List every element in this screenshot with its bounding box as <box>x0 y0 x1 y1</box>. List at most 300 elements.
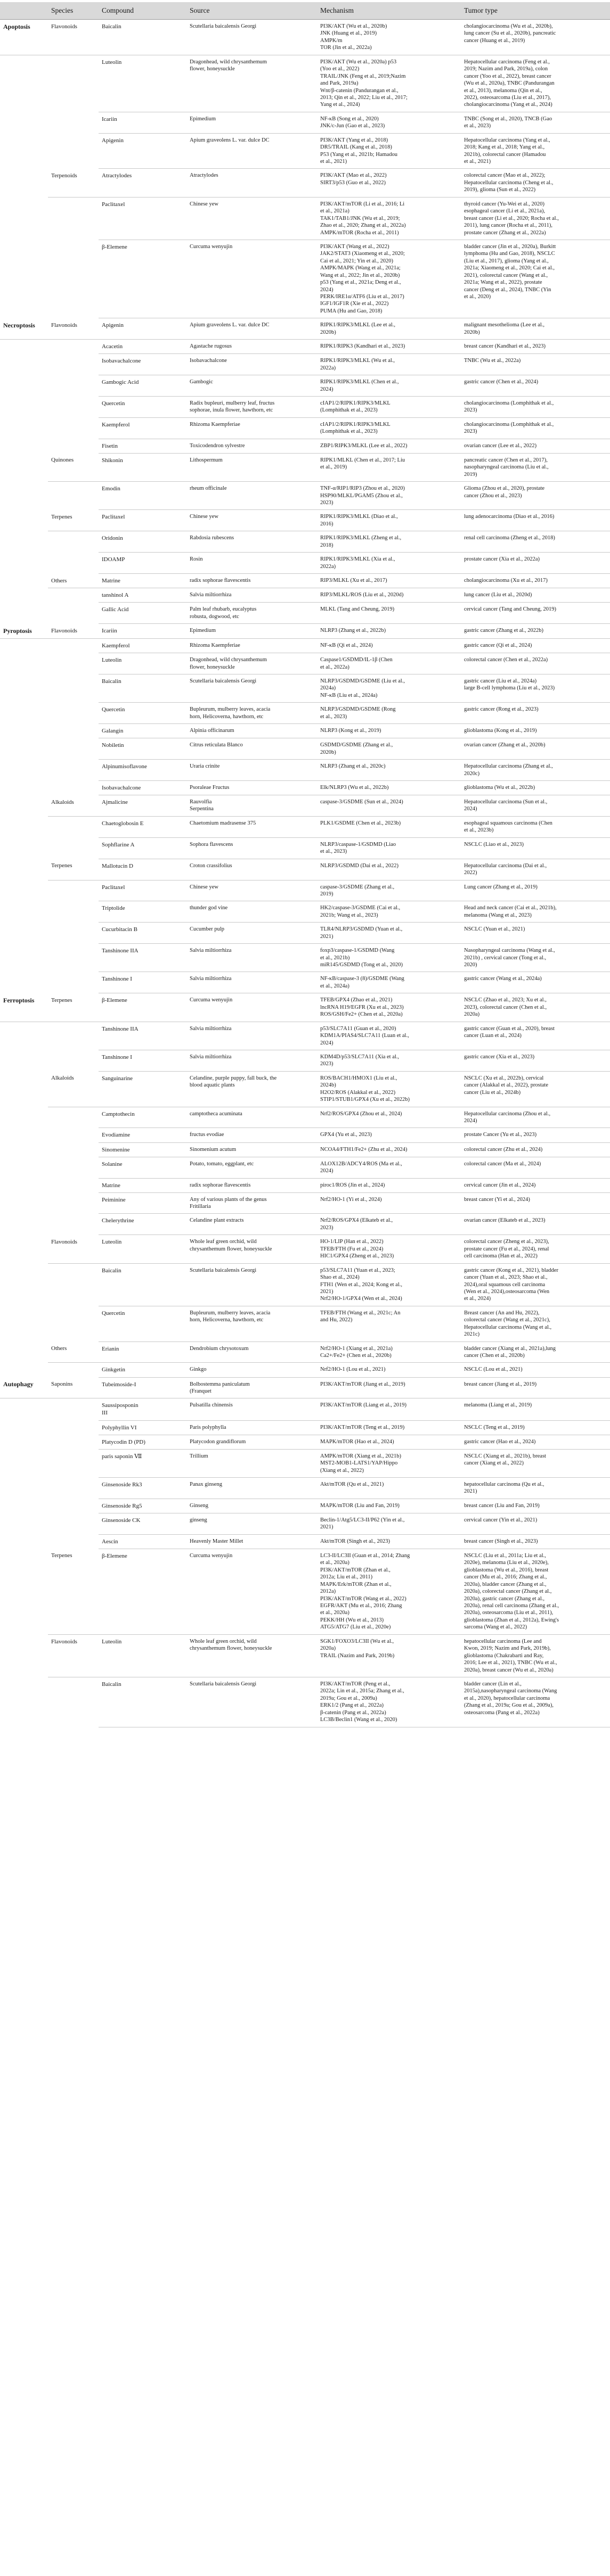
cell-species <box>48 588 99 603</box>
cell-compound: Apigenin <box>99 318 186 340</box>
cell-compound: tanshinol A <box>99 588 186 603</box>
cell-cell-death-type <box>0 133 48 169</box>
cell-cell-death-type <box>0 944 48 972</box>
cell-compound: Baicalin <box>99 20 186 55</box>
cell-compound: Alpinumisoflavone <box>99 760 186 781</box>
cell-compound: Evodiamine <box>99 1128 186 1142</box>
cell-source: Toxicodendron sylvestre <box>186 439 317 453</box>
cell-tumor-type: cervical cancer (Jin et al., 2024) <box>461 1178 610 1192</box>
cell-cell-death-type <box>0 1142 48 1157</box>
cell-species: Terpenes <box>48 510 99 531</box>
cell-tumor-type: cholangiocarcinoma (Lomphithak et al., 2023) <box>461 397 610 418</box>
cell-mechanism: cIAP1/2/RIPK1/RIPK3/MLKL (Lomphithak et al., 2023) <box>317 417 461 439</box>
cell-compound: IDOAMP <box>99 553 186 574</box>
cell-compound: Camptothecin <box>99 1107 186 1128</box>
table-row <box>0 901 610 923</box>
cell-species: Terpenes <box>48 1549 99 1634</box>
cell-cell-death-type <box>0 1192 48 1214</box>
cell-species <box>48 837 99 859</box>
cell-mechanism: RIPK1/RIPK3/MLKL (Chen et al., 2024) <box>317 375 461 397</box>
cell-cell-death-type <box>0 510 48 531</box>
table-row <box>0 1107 610 1128</box>
table-row <box>0 1263 610 1306</box>
cell-cell-death-type <box>0 169 48 197</box>
cell-compound: Tanshinone I <box>99 1050 186 1071</box>
cell-compound: Tubeimoside-I <box>99 1377 186 1398</box>
table-row <box>0 1022 610 1050</box>
cell-tumor-type: gastric cancer (Xia et al., 2023) <box>461 1050 610 1071</box>
cell-species <box>48 1677 99 1727</box>
cell-tumor-type: gastric cancer (Wang et al., 2024a) <box>461 972 610 993</box>
cell-compound: Galangin <box>99 724 186 738</box>
cell-compound: Ginsenoside CK <box>99 1513 186 1534</box>
cell-tumor-type: gastric cancer (Chen et al., 2024) <box>461 375 610 397</box>
cell-mechanism: RIPK1/RIPK3 (Kandhari et al., 2023) <box>317 340 461 354</box>
cell-species <box>48 760 99 781</box>
cell-mechanism: RIPK1/MLKL (Chen et al., 2017; Liu et al., 2019) <box>317 453 461 481</box>
cell-compound: Ajmalicine <box>99 795 186 817</box>
cell-compound: Fisetin <box>99 439 186 453</box>
cell-mechanism: TLR4/NLRP3/GSDMD (Yuan et al., 2021) <box>317 923 461 944</box>
table-row <box>0 318 610 340</box>
table-row <box>0 1342 610 1363</box>
table-row <box>0 724 610 738</box>
table-row <box>0 859 610 880</box>
cell-tumor-type: NSCLC (Xiang et al., 2021b), breast cancer (Xiang et al., 2022) <box>461 1449 610 1477</box>
cell-compound: β-Elemene <box>99 993 186 1022</box>
cell-source: Salvia miltiorrhiza <box>186 972 317 993</box>
table-row <box>0 1178 610 1192</box>
header-tumor-type: Tumor type <box>461 2 610 20</box>
cell-species <box>48 1513 99 1534</box>
cell-mechanism: Akt/mTOR (Singh et al., 2023) <box>317 1534 461 1549</box>
cell-tumor-type: hepatocellular carcinoma (Qu et al., 2021) <box>461 1478 610 1499</box>
cell-mechanism: Beclin-1/Atg5/LC3-II/P62 (Yin et al., 2021) <box>317 1513 461 1534</box>
cell-species <box>48 1022 99 1050</box>
cell-source: Ginkgo <box>186 1363 317 1377</box>
cell-mechanism: ROS/BACH1/HMOX1 (Liu et al., 2024b) H2O2/ROS (Alakkal et al., 2022) STIP1/STUB1/GPX4 (Xu et al., 2022b) <box>317 1071 461 1107</box>
cell-tumor-type: malignant mesothelioma (Lee et al., 2020b) <box>461 318 610 340</box>
cell-species: Flavonoids <box>48 318 99 340</box>
cell-species: Flavonoids <box>48 20 99 55</box>
cell-source: Curcuma wenyujin <box>186 1549 317 1634</box>
cell-cell-death-type <box>0 816 48 837</box>
cell-source: Psoraleae Fructus <box>186 780 317 795</box>
cell-source: Apium graveolens L. var. dulce DC <box>186 318 317 340</box>
cell-source: Scutellaria baicalensis Georgi <box>186 674 317 702</box>
cell-compound: Paclitaxel <box>99 510 186 531</box>
cell-species <box>48 1178 99 1192</box>
cell-cell-death-type <box>0 1235 48 1263</box>
cell-cell-death-type <box>0 1534 48 1549</box>
cell-cell-death-type <box>0 923 48 944</box>
cell-mechanism: AMPK/mTOR (Xiang et al., 2021b) MST2-MOB1-LATS1/YAP/Hippo (Xiang et al., 2022) <box>317 1449 461 1477</box>
cell-species <box>48 1435 99 1449</box>
cell-mechanism: NLRP3/GSDMD/GSDME (Rong et al., 2023) <box>317 703 461 724</box>
cell-source: Celandine plant extracts <box>186 1214 317 1235</box>
table-row <box>0 993 610 1022</box>
cell-mechanism: NLRP3 (Kong et al., 2019) <box>317 724 461 738</box>
cell-compound: Acacetin <box>99 340 186 354</box>
cell-source: Apium graveolens L. var. dulce DC <box>186 133 317 169</box>
cell-mechanism: ALOX12B/ADCY4/ROS (Ma et al., 2024) <box>317 1157 461 1178</box>
cell-source: rheum officinale <box>186 482 317 510</box>
table-row <box>0 1420 610 1435</box>
cell-compound: Atractylodes <box>99 169 186 197</box>
cell-cell-death-type <box>0 780 48 795</box>
cell-cell-death-type <box>0 1178 48 1192</box>
cell-cell-death-type <box>0 55 48 112</box>
table-row <box>0 624 610 639</box>
cell-mechanism: RIPK1/RIPK3/MLKL (Diao et al., 2016) <box>317 510 461 531</box>
cell-tumor-type: NSCLC (Xu et al., 2022b), cervical cancer (Alakkal et al., 2022), prostate cancer (Liu et al., 2024b) <box>461 1071 610 1107</box>
cell-compound: Ginkgetin <box>99 1363 186 1377</box>
table-row <box>0 638 610 653</box>
cell-tumor-type: lung cancer (Liu et al., 2020d) <box>461 588 610 603</box>
cell-mechanism: SGK1/FOXO3/LC3II (Wu et al., 2020a) TRAIL (Nazim and Park, 2019b) <box>317 1634 461 1677</box>
cell-mechanism: RIP3/MLKL/ROS (Liu et al., 2020d) <box>317 588 461 603</box>
header-source: Source <box>186 2 317 20</box>
cell-tumor-type: gastric cancer (Liu et al., 2024a) large B-cell lymphoma (Liu et al., 2023) <box>461 674 610 702</box>
table-row <box>0 780 610 795</box>
cell-compound: Kaempferol <box>99 638 186 653</box>
cell-tumor-type: breast cancer (Jiang et al., 2019) <box>461 1377 610 1398</box>
cell-compound: Saussiposponin III <box>99 1398 186 1420</box>
cell-mechanism: GPX4 (Yu et al., 2023) <box>317 1128 461 1142</box>
cell-source: Scutellaria baicalensis Georgi <box>186 20 317 55</box>
cell-tumor-type: bladder cancer (Lin et al., 2015a),nasopharyngeal carcinoma (Wang et al., 2020), hepatocellular carcinoma (Zhang et al., 2019a; Gou et al., 2009a), osteosarcoma (Pang et al., 2022a) <box>461 1677 610 1727</box>
table-row <box>0 1513 610 1534</box>
cell-tumor-type: Glioma (Zhou et al., 2020), prostate cancer (Zhou et al., 2023) <box>461 482 610 510</box>
cell-tumor-type: NSCLC (Lou et al., 2021) <box>461 1363 610 1377</box>
cell-mechanism: foxp3/caspase-1/GSDMD (Wang et al., 2021b) miR145/GSDMD (Tong et al., 2020) <box>317 944 461 972</box>
cell-tumor-type: ovarian cancer (Lee et al., 2022) <box>461 439 610 453</box>
cell-compound: Shikonin <box>99 453 186 481</box>
cell-cell-death-type <box>0 112 48 133</box>
cell-cell-death-type <box>0 1214 48 1235</box>
cell-compound: Matrine <box>99 574 186 588</box>
cell-source: Palm leaf rhubarb, eucalyptus robusta, dogwood, etc <box>186 603 317 624</box>
cell-species <box>48 1050 99 1071</box>
cell-mechanism: caspase-3/GSDME (Zhang et al., 2019) <box>317 880 461 901</box>
cell-mechanism: HK2/caspase-3/GSDME (Cai et al., 2021b; Wang et al., 2023) <box>317 901 461 923</box>
cell-cell-death-type <box>0 724 48 738</box>
cell-tumor-type: Nasopharyngeal carcinoma (Wang et al., 2021b) , cervical cancer (Tong et al., 2020) <box>461 944 610 972</box>
cell-mechanism: RIP3/MLKL (Xu et al., 2017) <box>317 574 461 588</box>
table-row <box>0 674 610 702</box>
table-body <box>0 20 610 1727</box>
cell-compound: Paclitaxel <box>99 197 186 240</box>
cell-tumor-type: NSCLC (Yuan et al., 2021) <box>461 923 610 944</box>
cell-mechanism: Elk/NLRP3 (Wu et al., 2022b) <box>317 780 461 795</box>
cell-species <box>48 112 99 133</box>
cell-species <box>48 923 99 944</box>
cell-mechanism: RIPK1/RIPK3/MLKL (Xia et al., 2022a) <box>317 553 461 574</box>
cell-compound: Platycodin D (PD) <box>99 1435 186 1449</box>
cell-cell-death-type <box>0 574 48 588</box>
cell-species <box>48 482 99 510</box>
cell-mechanism: PI3K/AKT (Wu et al., 2020b) JNK (Huang et al., 2019) AMPK/m TOR (Jin et al., 2022a) <box>317 20 461 55</box>
cell-species <box>48 1157 99 1178</box>
cell-mechanism: Nrf2/ROS/GPX4 (Elkateb et al., 2023) <box>317 1214 461 1235</box>
cell-mechanism: Caspase1/GSDMD/IL-1β (Chen et al., 2022a) <box>317 653 461 674</box>
cell-compound: Triptolide <box>99 901 186 923</box>
cell-source: Epimedium <box>186 112 317 133</box>
table-row <box>0 1449 610 1477</box>
cell-mechanism: GSDMD/GSDME (Zhang et al., 2020b) <box>317 738 461 760</box>
table-row <box>0 510 610 531</box>
cell-cell-death-type <box>0 482 48 510</box>
cell-compound: Cucurbitacin B <box>99 923 186 944</box>
header-mechanism: Mechanism <box>317 2 461 20</box>
cell-compound: Aescin <box>99 1534 186 1549</box>
cell-cell-death-type <box>0 1513 48 1534</box>
cell-compound: Isobavachalcone <box>99 780 186 795</box>
cell-cell-death-type: Apoptosis <box>0 20 48 55</box>
cell-source: radix sophorae flavescentis <box>186 1178 317 1192</box>
table-row <box>0 439 610 453</box>
cell-source: Atractylodes <box>186 169 317 197</box>
cell-tumor-type: cervical cancer (Tang and Cheung, 2019) <box>461 603 610 624</box>
cell-species <box>48 1192 99 1214</box>
cell-cell-death-type <box>0 1478 48 1499</box>
cell-compound: Ginsenoside Rg5 <box>99 1499 186 1513</box>
cell-mechanism: PI3K/AKT (Yang et al., 2018) DR5/TRAIL (Kang et al., 2018) P53 (Yang et al., 2021b; Hamadou et al., 2021) <box>317 133 461 169</box>
cell-species <box>48 1499 99 1513</box>
cell-tumor-type: prostate cancer (Xia et al., 2022a) <box>461 553 610 574</box>
table-row <box>0 760 610 781</box>
table-row <box>0 340 610 354</box>
cell-species <box>48 531 99 553</box>
cell-mechanism: NLRP3/caspase-1/GSDMD (Liao et al., 2023) <box>317 837 461 859</box>
cell-mechanism: NF-κB (Qi et al., 2024) <box>317 638 461 653</box>
cell-species: Terpenes <box>48 859 99 880</box>
cell-cell-death-type <box>0 1499 48 1513</box>
cell-source: Rosin <box>186 553 317 574</box>
cell-cell-death-type <box>0 901 48 923</box>
table-row <box>0 55 610 112</box>
cell-source: Celandine, purple puppy, fall buck, the blood aquatic plants <box>186 1071 317 1107</box>
cell-mechanism: caspase-3/GSDME (Sun et al., 2024) <box>317 795 461 817</box>
cell-source: Isobavachalcone <box>186 354 317 375</box>
cell-cell-death-type <box>0 837 48 859</box>
cell-source: Whole leaf green orchid, wild chrysanthemum flower, honeysuckle <box>186 1634 317 1677</box>
cell-source: Gambogic <box>186 375 317 397</box>
cell-cell-death-type <box>0 197 48 240</box>
table-row <box>0 837 610 859</box>
cell-species <box>48 1306 99 1342</box>
cell-tumor-type: gastric cancer (Qi et al., 2024) <box>461 638 610 653</box>
cell-species <box>48 1214 99 1235</box>
table-row <box>0 1478 610 1499</box>
cell-source: Croton crassifolius <box>186 859 317 880</box>
cell-species <box>48 1449 99 1477</box>
cell-compound: Chaetoglobosin E <box>99 816 186 837</box>
cell-cell-death-type: Necroptosis <box>0 318 48 340</box>
table-row <box>0 816 610 837</box>
cell-source: Potato, tomato, eggplant, etc <box>186 1157 317 1178</box>
cell-tumor-type: breast cancer (Liu and Fan, 2019) <box>461 1499 610 1513</box>
table-header <box>0 2 610 20</box>
cell-compound: Paclitaxel <box>99 880 186 901</box>
cell-cell-death-type <box>0 972 48 993</box>
cell-tumor-type: thyroid cancer (Yu-Wei et al., 2020) esophageal cancer (Li et al., 2021a), breast cancer (Li et al., 2020; Rocha et al., 2011), lung cancer (Rocha et al., 2011), prostate cancer (Zhang et al., 2022a) <box>461 197 610 240</box>
cell-mechanism: PI3K/AKT/mTOR (Li et al., 2016; Li et al., 2021a) TAK1/TAB1/JNK (Wu et al., 2019; Zhao et al., 2020; Zhang et al., 2022a) AMPK/mTOR (Rocha et al., 2011) <box>317 197 461 240</box>
table-row <box>0 703 610 724</box>
cell-compound: Baicalin <box>99 674 186 702</box>
cell-compound: Quercetin <box>99 1306 186 1342</box>
cell-cell-death-type <box>0 553 48 574</box>
cell-cell-death-type <box>0 1157 48 1178</box>
cell-tumor-type: melanoma (Liang et al., 2019) <box>461 1398 610 1420</box>
cell-cell-death-type <box>0 603 48 624</box>
table-row <box>0 1128 610 1142</box>
cell-source: Ginseng <box>186 1499 317 1513</box>
table-row <box>0 1534 610 1549</box>
cell-species <box>48 1398 99 1420</box>
cell-species <box>48 375 99 397</box>
cell-tumor-type: Hepatocellular carcinoma (Sun et al., 2024) <box>461 795 610 817</box>
cell-tumor-type: Head and neck cancer (Cai et al., 2021b), melanoma (Wang et al., 2023) <box>461 901 610 923</box>
cell-cell-death-type <box>0 795 48 817</box>
cell-compound: Tanshinone IIA <box>99 944 186 972</box>
cell-source: Citrus reticulata Blanco <box>186 738 317 760</box>
cell-mechanism: Nrf2/HO-1 (Xiang et al., 2021a) Ca2+/Fe2+ (Chen et al., 2020b) <box>317 1342 461 1363</box>
table-row <box>0 553 610 574</box>
cell-species <box>48 738 99 760</box>
cell-mechanism: RIPK1/RIPK3/MLKL (Wu et al., 2022a) <box>317 354 461 375</box>
cell-cell-death-type <box>0 1398 48 1420</box>
cell-species <box>48 1142 99 1157</box>
table-row <box>0 1235 610 1263</box>
cell-source: Epimedium <box>186 624 317 639</box>
cell-cell-death-type <box>0 417 48 439</box>
cell-source: Curcuma wenyujin <box>186 240 317 318</box>
table-row <box>0 1214 610 1235</box>
cell-compound: Sinomenine <box>99 1142 186 1157</box>
cell-species <box>48 397 99 418</box>
cell-cell-death-type <box>0 588 48 603</box>
cell-tumor-type: renal cell carcinoma (Zheng et al., 2018) <box>461 531 610 553</box>
cell-compound: Mallotucin D <box>99 859 186 880</box>
table-row <box>0 1377 610 1398</box>
cell-compound: paris saponin Ⅶ <box>99 1449 186 1477</box>
cell-cell-death-type <box>0 1420 48 1435</box>
cell-mechanism: LC3-II/LC3II (Guan et al., 2014; Zhang et al., 2020a) PI3K/AKT/mTOR (Zhan et al., 2012a; Liu et al., 2011) MAPK/Erk/mTOR (Zhan et al., 2012a) PI3K/AKT/mTOR (Wang et al., 2022) EGFR/AKT (Mu et al., 2016; Zhang et al., 2020a) PEKK/HH (Wu et al., 2013) ATG5/ATG7 (Liu et al., 2020e) <box>317 1549 461 1634</box>
cell-cell-death-type <box>0 859 48 880</box>
header-death-type <box>0 2 48 20</box>
cell-cell-death-type <box>0 638 48 653</box>
cell-compound: Icariin <box>99 624 186 639</box>
cell-tumor-type: Hepatocellular carcinoma (Dai et al., 2022) <box>461 859 610 880</box>
header-compound: Compound <box>99 2 186 20</box>
cell-species: Flavonoids <box>48 1235 99 1263</box>
cell-cell-death-type <box>0 1107 48 1128</box>
cell-source: ginseng <box>186 1513 317 1534</box>
cell-tumor-type: gastric cancer (Hao et al., 2024) <box>461 1435 610 1449</box>
cell-mechanism: p53/SLC7A11 (Yuan et al., 2023; Shao et al., 2024) FTH1 (Wen et al., 2024; Kong et al., 2021) Nrf2/HO-1/GPX4 (Wen et al., 2024) <box>317 1263 461 1306</box>
cell-tumor-type: breast cancer (Kandhari et al., 2023) <box>461 340 610 354</box>
cell-tumor-type: gastric cancer (Guan et al., 2020), breast cancer (Luan et al., 2024) <box>461 1022 610 1050</box>
cell-mechanism: Nrf2/ROS/GPX4 (Zhou et al., 2024) <box>317 1107 461 1128</box>
cell-compound: Tanshinone I <box>99 972 186 993</box>
cell-mechanism: KDM4D/p53/SLC7A11 (Xia et al., 2023) <box>317 1050 461 1071</box>
cell-species: Others <box>48 1342 99 1363</box>
cell-cell-death-type <box>0 1022 48 1050</box>
cell-cell-death-type <box>0 1449 48 1477</box>
cell-compound: Tanshinone IIA <box>99 1022 186 1050</box>
cell-tumor-type: colorectal cancer (Zhu et al., 2024) <box>461 1142 610 1157</box>
table-row <box>0 133 610 169</box>
cell-mechanism: ZBP1/RIPK3/MLKL (Lee et al., 2022) <box>317 439 461 453</box>
cell-species <box>48 880 99 901</box>
cell-source: Agastache rugosus <box>186 340 317 354</box>
cell-compound: β-Elemene <box>99 1549 186 1634</box>
cell-species <box>48 553 99 574</box>
cell-compound: Polyphyllin VI <box>99 1420 186 1435</box>
cell-source: Bupleurum, mulberry leaves, acacia horn, Helicoverna, hawthorn, etc <box>186 703 317 724</box>
cell-tumor-type: lung adenocarcinoma (Diao et al., 2016) <box>461 510 610 531</box>
cell-cell-death-type <box>0 1342 48 1363</box>
cell-tumor-type: TNBC (Song et al., 2020), TNCB (Gao et al., 2023) <box>461 112 610 133</box>
cell-cell-death-type <box>0 880 48 901</box>
cell-species <box>48 240 99 318</box>
cell-cell-death-type <box>0 653 48 674</box>
data-table <box>0 2 610 1727</box>
cell-species <box>48 197 99 240</box>
cell-species <box>48 944 99 972</box>
header-row <box>0 2 610 20</box>
cell-tumor-type: cholangiocarcinoma (Wu et al., 2020b), lung cancer (Su et al., 2020b), pancreatic cancer (Huang et al., 2019) <box>461 20 610 55</box>
cell-compound: Sanguinarine <box>99 1071 186 1107</box>
cell-compound: Quercetin <box>99 703 186 724</box>
cell-compound: Isobavachalcone <box>99 354 186 375</box>
table-row <box>0 1050 610 1071</box>
cell-tumor-type: hepatocellular carcinoma (Lee and Kwon, 2019; Nazim and Park, 2019b), glioblastoma (Chakrabarti and Ray, 2016; Lee et al., 2021), TNBC (Wu et al., 2020a), breast cancer (Wu et al., 2020a) <box>461 1634 610 1677</box>
table-row <box>0 795 610 817</box>
cell-species <box>48 972 99 993</box>
cell-mechanism: PI3K/AKT/mTOR (Peng et al., 2022a; Lin et al., 2015a; Zhang et al., 2019a; Gou et al., 2009a) ERK1/2 (Pang et al., 2022a) β-catenin (Pang et al., 2022a) LC3B/Beclin1 (Wang et al., 2020) <box>317 1677 461 1727</box>
cell-species: Flavonoids <box>48 1634 99 1677</box>
cell-cell-death-type <box>0 439 48 453</box>
cell-species <box>48 1420 99 1435</box>
cell-cell-death-type <box>0 531 48 553</box>
cell-mechanism: NF-κB/caspase-3 (8)/GSDME (Wang et al., 2024a) <box>317 972 461 993</box>
cell-tumor-type: glioblastoma (Wu et al., 2022b) <box>461 780 610 795</box>
cell-mechanism: PI3K/AKT (Wu et al., 2020a) p53 (Yoo et al., 2022) TRAIL/JNK (Feng et al., 2019;Nazim and Park, 2019a) Wnt/β-catenin (Pandurangan et al., 2013; Qin et al., 2022; Liu et al., 2017; Yang et al., 2024) <box>317 55 461 112</box>
cell-compound: Luteolin <box>99 55 186 112</box>
cell-tumor-type: prostate Cancer (Yu et al., 2023) <box>461 1128 610 1142</box>
cell-mechanism: PI3K/AKT/mTOR (Liang et al., 2019) <box>317 1398 461 1420</box>
cell-mechanism: NLRP3/GSDMD (Dai et al., 2022) <box>317 859 461 880</box>
table-row <box>0 1157 610 1178</box>
cell-cell-death-type <box>0 397 48 418</box>
cell-species <box>48 1128 99 1142</box>
cell-source: Rabdosia rubescens <box>186 531 317 553</box>
cell-mechanism: NLRP3 (Zhang et al., 2022b) <box>317 624 461 639</box>
cell-cell-death-type <box>0 1549 48 1634</box>
cell-compound: Luteolin <box>99 1235 186 1263</box>
cell-tumor-type: Hepatocellular carcinoma (Zhou et al., 2024) <box>461 1107 610 1128</box>
cell-tumor-type: NSCLC (Liu et al., 2011a; Liu et al., 2020e), melanoma (Liu et al., 2020e), glioblastoma (Wu et al., 2016), breast cancer (Mu et al., 2016; Zhang et al., 2020a), bladder cancer (Zhang et al., 2020a), colorectal cancer (Zhang et al., 2020a), gastric cancer (Zhang et al., 2020a), renal cell carcinoma (Zhang et al., 2020a), osteosarcoma (Liu et al., 2011), glioblastoma (Zhan et al., 2012a), Ewing's sarcoma (Wang et al., 2022) <box>461 1549 610 1634</box>
cell-species <box>48 638 99 653</box>
table-row <box>0 1435 610 1449</box>
table-row <box>0 169 610 197</box>
table-row <box>0 397 610 418</box>
cell-tumor-type: Hepatocellular carcinoma (Yang et al., 2018; Kang et al., 2018; Yang et al., 2021b), colorectal cancer (Hamadou et al., 2021) <box>461 133 610 169</box>
cell-tumor-type: NSCLC (Liao et al., 2023) <box>461 837 610 859</box>
cell-source: Sinomenium acutum <box>186 1142 317 1157</box>
